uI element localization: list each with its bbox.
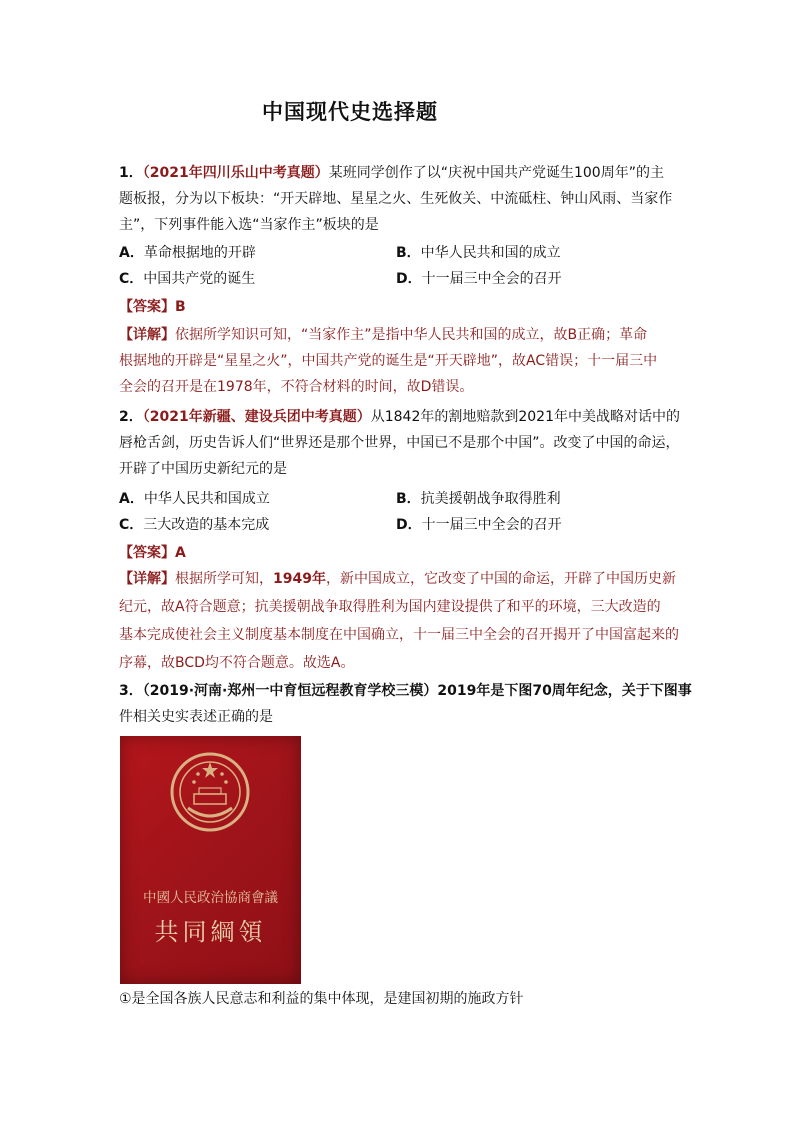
q2-text1: 从1842年的割地赔款到2021年中美战略对话中的 — [370, 409, 680, 425]
q3-statement-1: ①是全国各族人民意志和利益的集中体现，是建国初期的施政方针 — [119, 991, 524, 1007]
q2-option-b[interactable]: B．抗美援朝战争取得胜利 — [396, 491, 561, 507]
q1-detail-line2: 根据地的开辟是“星星之火”，中国共产党的诞生是“开天辟地”，故AC错误；十一届三中 — [119, 353, 658, 369]
q1-source: （2021年四川乐山中考真题） — [142, 165, 329, 181]
q2-detail-tag: 【详解】 — [119, 571, 175, 587]
q2-line2: 唇枪舌剑，历史告诉人们“世界还是那个世界，中国已不是那个中国”。改变了中国的命运， — [119, 435, 680, 451]
q2-detail-line4: 序幕，故BCD均不符合题意。故选A。 — [119, 655, 355, 671]
cover-title-line2: 共同綱領 — [154, 918, 267, 946]
q2-option-a[interactable]: A．中华人民共和国成立 — [119, 491, 270, 507]
cover-title-line1: 中國人民政治協商會議 — [143, 890, 278, 906]
q1-number: 1． — [119, 165, 143, 181]
q3-source: （2019·河南·郑州一中育恒远程教育学校三模） — [142, 683, 438, 699]
q1-text1: 某班同学创作了以“庆祝中国共产党诞生100周年”的主 — [328, 165, 664, 181]
q2-option-d[interactable]: D．十一届三中全会的召开 — [396, 517, 562, 533]
q1-line1 — [119, 160, 664, 186]
q1-detail-line1: 【详解】依据所学知识可知，“当家作主”是指中华人民共和国的成立，故B正确；革命 — [119, 327, 648, 343]
q1-option-b[interactable]: B．中华人民共和国的成立 — [396, 245, 561, 261]
q2-number: 2． — [119, 409, 143, 425]
q1-option-c[interactable]: C．中国共产党的诞生 — [119, 271, 256, 287]
q2-line3: 开辟了中国历史新纪元的是 — [119, 461, 287, 477]
q1-detail-tag: 【详解】 — [119, 327, 175, 343]
q2-option-c[interactable]: C．三大改造的基本完成 — [119, 517, 270, 533]
q1-detail-line3: 全会的召开是在1978年，不符合材料的时间，故D错误。 — [119, 379, 474, 395]
q2-detail-line3: 基本完成使社会主义制度基本制度在中国确立，十一届三中全会的召开揭开了中国富起来的 — [119, 627, 679, 643]
q1-line3: 主”，下列事件能入选“当家作主”板块的是 — [119, 217, 379, 233]
q3-line2: 件相关史实表述正确的是 — [119, 709, 273, 725]
q1-option-d[interactable]: D．十一届三中全会的召开 — [396, 271, 562, 287]
q3-number: 3． — [119, 683, 143, 699]
common-program-cover-image — [120, 736, 301, 984]
q3-text1: 2019年是下图70周年纪念，关于下图事 — [437, 683, 692, 699]
q2-source: （2021年新疆、建设兵团中考真题） — [142, 409, 371, 425]
q2-answer: 【答案】A — [119, 545, 186, 561]
page-title: 中国现代史选择题 — [262, 100, 438, 124]
q2-line1 — [119, 404, 680, 430]
q1-option-a[interactable]: A．革命根据地的开辟 — [119, 245, 256, 261]
q3-line1 — [119, 678, 692, 704]
q1-line2: 题板报，分为以下板块：“开天辟地、星星之火、生死攸关、中流砥柱、钟山风雨、当家作 — [119, 191, 673, 207]
q2-detail-line1: 【详解】根据所学可知，1949年，新中国成立，它改变了中国的命运，开辟了中国历史新 — [119, 571, 676, 587]
q1-answer: 【答案】B — [119, 299, 186, 315]
q2-detail-line2: 纪元，故A符合题意；抗美援朝战争取得胜利为国内建设提供了和平的环境，三大改造的 — [119, 599, 661, 615]
national-emblem-icon — [168, 750, 252, 834]
